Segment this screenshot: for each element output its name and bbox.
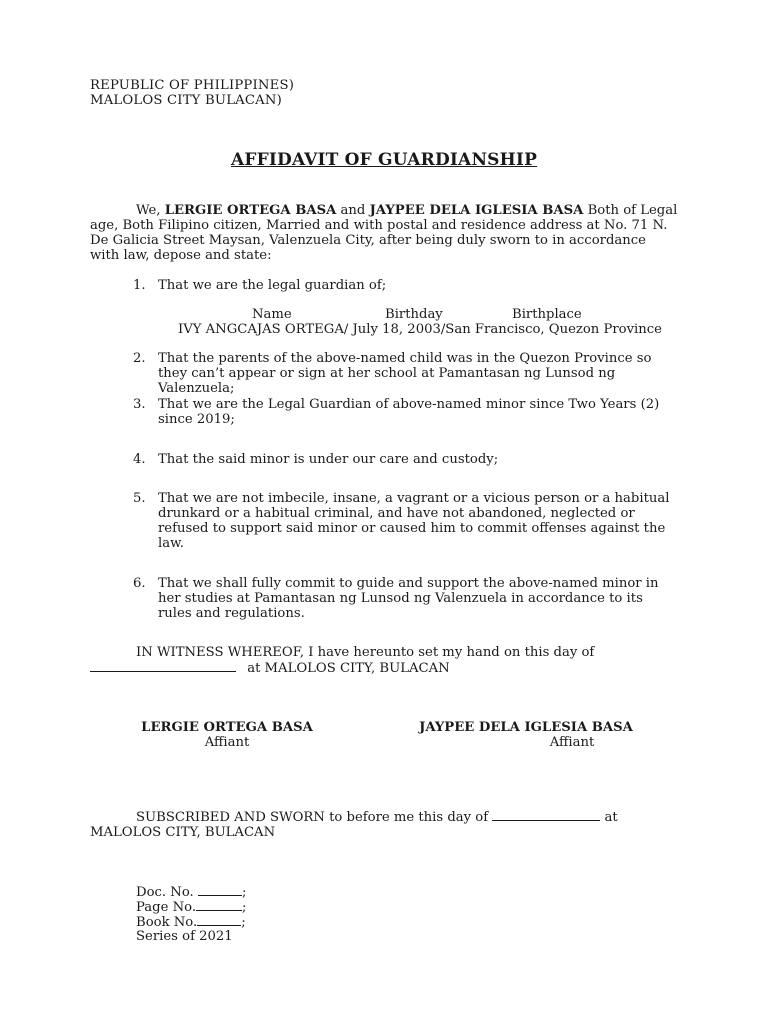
jurisdiction-line-republic: REPUBLIC OF PHILIPPINES) xyxy=(90,78,295,93)
witness-line-1: IN WITNESS WHEREOF, I have hereunto set my hand on this day of xyxy=(136,645,595,660)
page-no-suffix: ; xyxy=(242,900,247,915)
ward-table-header xyxy=(0,307,768,322)
jurisdiction-line-city: MALOLOS CITY BULACAN) xyxy=(90,93,282,108)
jurat-date-blank xyxy=(492,809,600,821)
item-number: 3. xyxy=(133,397,146,412)
item-number: 6. xyxy=(133,576,146,591)
item-number: 5. xyxy=(133,491,146,506)
page-no-line xyxy=(136,899,246,914)
intro-body: Both of Legal age, Both Filipino citizen, Married and with postal and residence address at No. 71 N. De Galicia Street Maysan, Valenzuela City, after being duly sworn to in accordance with law, depose and state: xyxy=(90,203,678,263)
witness-line-2 xyxy=(90,660,678,676)
statement-item-6 xyxy=(133,576,678,621)
signatory-role: Affiant xyxy=(549,735,595,750)
item-text: That we are the Legal Guardian of above-named minor since Two Years (2) since 2019; xyxy=(158,397,660,427)
affiant-name-1: LERGIE ORTEGA BASA xyxy=(164,203,337,218)
item-text: That we are the legal guardian of; xyxy=(158,278,387,293)
notary-register xyxy=(136,884,246,944)
book-no-suffix: ; xyxy=(241,915,246,930)
item-number: 2. xyxy=(133,351,146,366)
ward-header-birthday: Birthday xyxy=(385,307,443,322)
document-title: AFFIDAVIT OF GUARDIANSHIP xyxy=(230,150,538,170)
statement-item-5 xyxy=(133,491,678,551)
jurisdiction-header xyxy=(90,78,294,108)
jurat-at: at xyxy=(604,810,618,825)
intro-paragraph xyxy=(90,203,678,263)
item-number: 1. xyxy=(133,278,146,293)
statement-item-3 xyxy=(133,397,678,427)
item-text: That we are not imbecile, insane, a vagrant or a vicious person or a habitual drunkard or a habitual criminal, and have not abandoned, neglected or refused to support said minor or caused him to commit offenses against the law. xyxy=(158,491,670,551)
affiant-name-2: JAYPEE DELA IGLESIA BASA xyxy=(369,203,584,218)
doc-no-suffix: ; xyxy=(241,885,247,900)
witness-location: at MALOLOS CITY, BULACAN xyxy=(247,661,450,676)
item-text: That we shall fully commit to guide and support the above-named minor in her studies at Pamantasan ng Lunsod ng Valenzuela in accordance to its rules and regulations. xyxy=(158,576,659,621)
jurat-line-2: MALOLOS CITY, BULACAN xyxy=(90,825,276,840)
book-no-line xyxy=(136,914,246,929)
intro-we: We, xyxy=(136,203,161,218)
jurat-text: SUBSCRIBED AND SWORN to before me this day of xyxy=(136,810,489,825)
book-no-blank xyxy=(197,914,241,926)
statement-item-2 xyxy=(133,351,678,396)
doc-no-blank xyxy=(198,884,242,896)
statement-item-1 xyxy=(133,278,678,293)
intro-and: and xyxy=(340,203,366,218)
jurat-clause xyxy=(90,809,678,840)
book-no-label: Book No. xyxy=(136,915,198,930)
item-text: That the parents of the above-named child was in the Quezon Province so they can’t appear or sign at her school at Pamantasan ng Lunsod ng Valenzuela; xyxy=(158,351,652,396)
doc-no-label: Doc. No. xyxy=(136,885,194,900)
date-blank xyxy=(90,660,236,672)
series-line: Series of 2021 xyxy=(136,929,233,944)
page-no-blank xyxy=(196,899,242,911)
doc-no-line xyxy=(136,884,246,899)
witness-clause xyxy=(90,645,678,676)
statement-item-4 xyxy=(133,452,678,467)
ward-header-name: Name xyxy=(252,307,292,322)
jurat-line-1 xyxy=(90,809,678,825)
signatory-name: JAYPEE DELA IGLESIA BASA xyxy=(419,720,633,735)
page-no-label: Page No. xyxy=(136,900,197,915)
signatory-role: Affiant xyxy=(204,735,250,750)
item-text: That the said minor is under our care and custody; xyxy=(158,452,499,467)
item-number: 4. xyxy=(133,452,146,467)
signatory-1 xyxy=(127,720,327,750)
signatory-2 xyxy=(400,720,652,750)
signatory-name: LERGIE ORTEGA BASA xyxy=(141,720,313,735)
ward-table-row: IVY ANGCAJAS ORTEGA/ July 18, 2003/San Francisco, Quezon Province xyxy=(178,322,662,337)
ward-header-birthplace: Birthplace xyxy=(512,307,582,322)
